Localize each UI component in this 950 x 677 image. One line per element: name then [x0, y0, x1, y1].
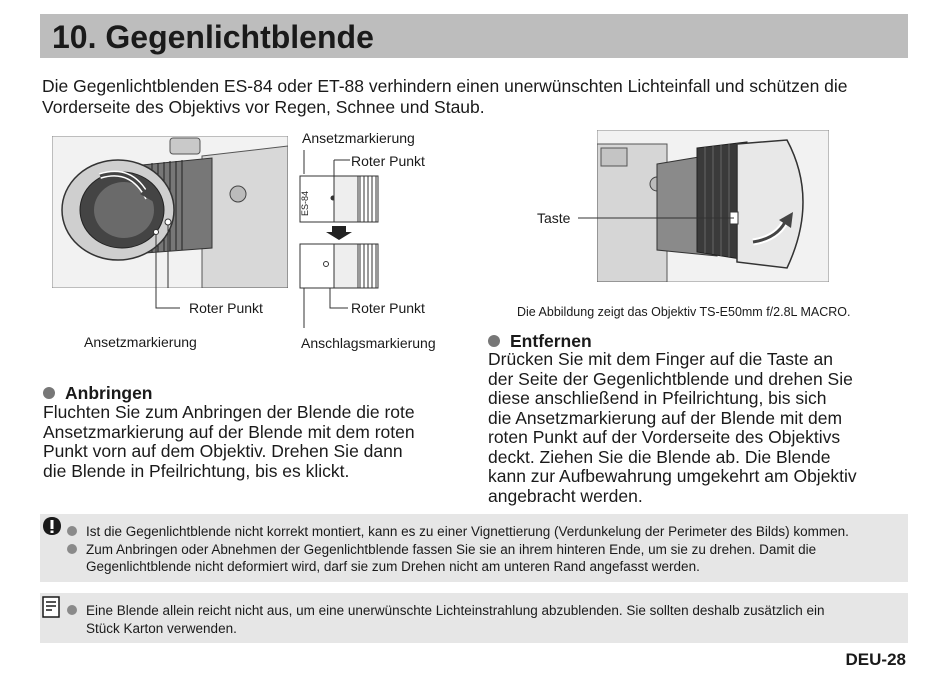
attach-line: Fluchten Sie zum Anbringen der Blende die rote — [43, 402, 415, 422]
remove-line: angebracht werden. — [488, 485, 643, 506]
label-red-dot-top: Roter Punkt — [351, 153, 425, 169]
memo-box — [40, 593, 908, 643]
label-mount-mark-left: Ansetzmarkierung — [84, 334, 197, 350]
caution-item-2-line-2: Gegenlichtblende nicht deformiert wird, darf sie zum Drehen nicht am unteren Rand angefasst werden. — [86, 559, 700, 574]
memo-line-1: Eine Blende allein reicht nicht aus, um eine unerwünschte Lichteinstrahlung abzublenden. Sie sollten deshalb zusätzlich ein — [86, 603, 825, 618]
remove-line: der Seite der Gegenlichtblende und drehen Sie — [488, 368, 853, 389]
attach-line: Punkt vorn auf dem Objektiv. Drehen Sie dann — [43, 441, 403, 461]
remove-line: roten Punkt auf der Vorderseite des Objektivs — [488, 427, 841, 447]
caution-item-2-line-1: Zum Anbringen oder Abnehmen der Gegenlichtblende fassen Sie sie an ihrem hinteren Ende, um sie zu drehen. Damit die — [86, 542, 817, 557]
remove-line: deckt. Ziehen Sie die Blende ab. Die Blende — [488, 446, 831, 467]
bullet-icon — [67, 526, 77, 536]
camera-attach-illustration — [52, 136, 288, 288]
label-mount-mark-top: Ansetzmarkierung — [302, 130, 415, 146]
intro-paragraph: Die Gegenlichtblenden ES-84 oder ET-88 verhindern einen unerwünschten Lichteinfall und schützen die Vorderseite des Objektivs vor Regen, Schnee und Staub. — [42, 76, 848, 117]
remove-line: diese anschließend in Pfeilrichtung, bis sich — [488, 388, 827, 408]
camera-remove-illustration — [597, 130, 829, 282]
caution-item-1: Ist die Gegenlichtblende nicht korrekt montiert, kann es zu einer Vignettierung (Verdunkelung der Perimeter des Bilds) kommen. — [86, 524, 849, 539]
caution-icon — [42, 516, 62, 536]
figure-attach-camera — [52, 136, 288, 288]
figure-hood-markings — [296, 150, 386, 290]
memo-icon — [42, 596, 60, 618]
title-bar — [40, 14, 908, 58]
remove-line: kann zur Aufbewahrung umgekehrt am Objektiv — [488, 466, 857, 486]
bullet-icon — [488, 335, 500, 347]
leader-line-button — [578, 214, 738, 224]
remove-heading-text: Entfernen — [510, 331, 592, 351]
bullet-icon — [67, 544, 77, 554]
label-stop-mark: Anschlagsmarkierung — [301, 335, 436, 351]
hood-model-print: ES-84 — [300, 190, 310, 216]
bullet-icon — [43, 387, 55, 399]
remove-line: die Ansetzmarkierung auf der Blende mit dem — [488, 407, 843, 428]
caution-box — [40, 514, 908, 582]
page-number: DEU-28 — [845, 650, 906, 669]
leader-lines-left — [150, 288, 190, 324]
bullet-icon — [67, 605, 77, 615]
label-red-dot-bottom: Roter Punkt — [351, 300, 425, 316]
label-red-dot-left: Roter Punkt — [189, 300, 263, 316]
section-attach-body — [43, 403, 473, 481]
page-title: 10. Gegenlichtblende — [52, 19, 374, 55]
attach-line: die Blende in Pfeilrichtung, bis es klickt. — [43, 460, 350, 481]
attach-line: Ansetzmarkierung auf der Blende mit dem roten — [43, 421, 415, 442]
section-attach-heading — [43, 383, 153, 404]
label-button: Taste — [537, 210, 571, 226]
hood-markings-illustration — [296, 150, 386, 290]
figure-caption: Die Abbildung zeigt das Objektiv TS-E50mm f/2.8L MACRO. — [517, 305, 851, 319]
remove-line: Drücken Sie mit dem Finger auf die Taste an — [488, 349, 833, 369]
section-remove-body — [488, 350, 908, 506]
figure-remove-camera — [597, 130, 829, 282]
memo-line-2: Stück Karton verwenden. — [86, 621, 237, 636]
attach-heading-text: Anbringen — [65, 383, 153, 403]
